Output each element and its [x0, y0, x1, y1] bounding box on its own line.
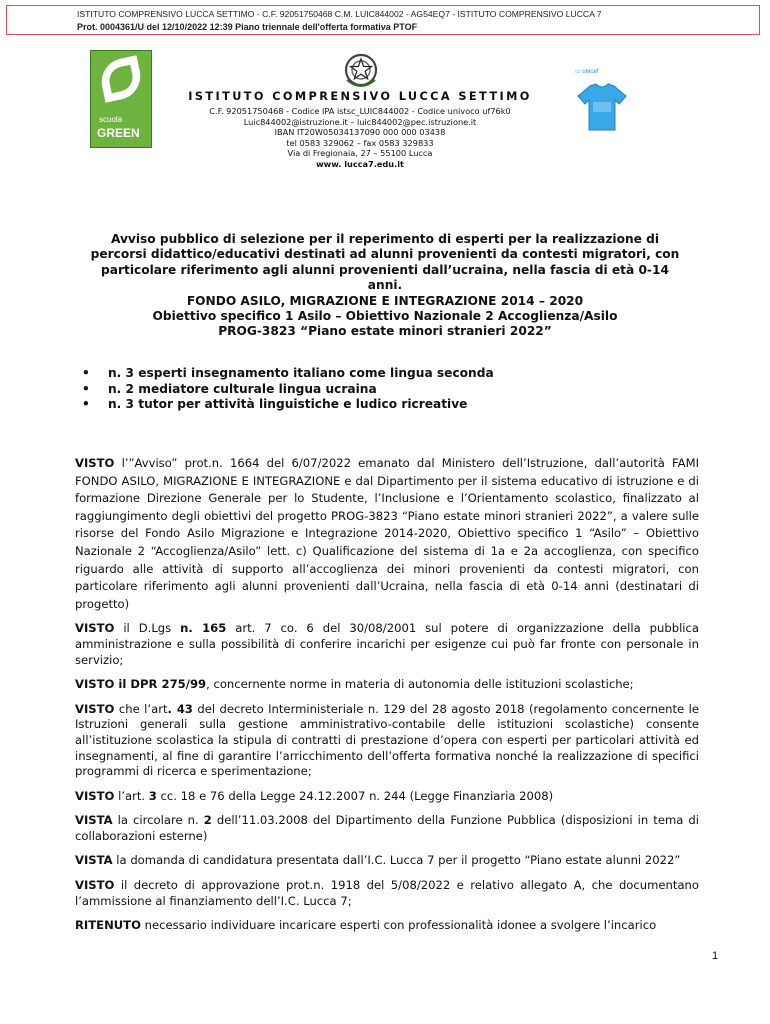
para-text: del decreto Interministeriale n. 129 del 28 agosto 2018 (regolamento concernente le Istruzioni generali sulla gestione amministrativo-contabile delle istituzioni scolastiche) consente all’istituzione scolastica la stipula di contratti di prestazione d’opera con esperti per particolari attività ed insegnamenti, al fine di garantire l’arricchimento dell’offerta formativa nonché la realizzazione di specifici programmi di ricerca e sperimentazione; — [75, 701, 699, 779]
list-item — [82, 397, 494, 413]
institute-address: Via di Fregionaia, 27 – 55100 Lucca — [287, 148, 433, 159]
title-line-7: PROG-3823 “Piano estate minori stranieri 2022” — [218, 324, 552, 339]
para-text: la domanda di candidatura presentata dall’I.C. Lucca 7 per il progetto “Piano estate alunni 2022” — [112, 853, 681, 868]
bullet-icon: • — [82, 397, 90, 412]
institute-iban: IBAN IT20W05034137090 000 000 03438 — [274, 127, 446, 138]
paragraph-visto-art3 — [75, 789, 699, 805]
title-line-4: anni. — [367, 278, 403, 293]
para-text: la circolare n. — [112, 813, 204, 828]
paragraph-visto-avviso — [75, 455, 699, 613]
stamp-line-2: Prot. 0004361/U del 12/10/2022 12:39 Piano triennale dell'offerta formativa PTOF — [77, 22, 418, 32]
paragraph-visto-decreto — [75, 878, 699, 909]
paragraph-vista-circolare — [75, 813, 699, 844]
para-text: cc. 18 e 76 della Legge 24.12.2007 n. 244 (Legge Finanziaria 2008) — [156, 788, 554, 803]
para-text: , concernente norme in materia di autonomia delle istituzioni scolastiche; — [206, 677, 634, 692]
institute-fiscal-codes: C.F. 92051750468 - Codice IPA istsc_LUIC844002 - Codice univoco uf76k0 — [209, 106, 511, 116]
unicef-logo — [575, 68, 598, 75]
title-line-6: Obiettivo specifico 1 Asilo – Obiettivo Nazionale 2 Accoglienza/Asilo — [152, 309, 618, 324]
italian-republic-emblem-icon — [342, 50, 380, 90]
para-text: l’art. — [114, 788, 149, 803]
title-line-2: percorsi didattico/educativi destinati ad alunni provenienti da contesti migratori, con — [90, 247, 680, 262]
document-title — [70, 232, 700, 340]
logo-green-big-text: GREEN — [97, 126, 140, 140]
tshirt-icon — [576, 82, 628, 132]
list-item — [82, 366, 494, 382]
list-item-text: n. 3 tutor per attività linguistiche e ludico ricreative — [108, 397, 468, 412]
paragraph-visto-art43 — [75, 702, 699, 780]
institute-name: ISTITUTO COMPRENSIVO LUCCA SETTIMO — [188, 90, 532, 103]
para-text: l’”Avviso” prot.n. 1664 del 6/07/2022 emanato dal Ministero dell’Istruzione, dall’autorità FAMI FONDO ASILO, MIGRAZIONE E INTEGRAZIONE e dal Dipartimento per il sistema educativo di istruzione e di formazione Direzione Generale per lo Studente, l’Inclusione e l’Orientamento scolastico, finalizzato al raggiungimento degli obiettivi del progetto PROG-3823 “Piano estate minori stranieri 2022”, a valere sulle risorse del Fondo Asilo Migrazione e Integrazione 2014-2020, Obiettivo specifico 1 “Asilo” – Obiettivo Nazionale 2 “Accoglienza/Asilo” lett. c) Qualificazione del sistema di 1a e 2a accoglienza, con specifico riguardo alle attività di supporto all’accoglienza dei minori provenienti da contesti migratori, con particolare riferimento agli alunni provenienti dall’Ucraina, nella fascia di età 0-14 anni (destinatari di progetto) — [75, 456, 699, 611]
stamp-line-1: ISTITUTO COMPRENSIVO LUCCA SETTIMO - C.F. 92051750468 C.M. LUIC844002 - AG54EQ7 - ISTITUTO COMPRENSIVO LUCCA 7 — [77, 9, 602, 19]
paragraph-visto-dpr — [75, 677, 699, 693]
para-bold-ref: . 43 — [167, 701, 193, 716]
para-text: il D.Lgs — [114, 621, 181, 636]
bullet-icon: • — [82, 366, 90, 380]
logo-green-small-text: scuola — [99, 115, 123, 124]
para-lead: VISTO — [75, 456, 115, 470]
para-bold-ref: 3 — [148, 788, 157, 803]
para-lead: VISTA — [75, 853, 113, 868]
protocol-stamp — [6, 5, 760, 35]
positions-list — [82, 366, 494, 413]
document-body — [75, 455, 699, 943]
para-text: art. 7 co. 6 del 30/08/2001 sul potere di organizzazione della pubblica amministrazione e sulla possibilità di conferire incarichi per esigenze cui può far fronte con personale in servizio; — [75, 621, 699, 667]
para-bold-ref: n. 165 — [180, 621, 227, 636]
institute-phone: tel 0583 329062 – fax 0583 329833 — [286, 137, 434, 148]
para-text: il decreto di approvazione prot.n. 1918 del 5/08/2022 e relativo allegato A, che documentano l’ammissione al finanziamento dell’I.C. Lucca 7; — [75, 878, 699, 908]
bullet-icon: • — [82, 381, 90, 396]
institute-website: www. lucca7.edu.it — [316, 158, 404, 169]
leaf-icon — [97, 55, 144, 102]
para-lead: VISTO il DPR 275/99 — [75, 677, 207, 692]
institute-header — [160, 90, 560, 170]
para-lead: RITENUTO — [75, 918, 141, 933]
para-text: che l’art — [114, 701, 168, 716]
para-lead: VISTA — [75, 813, 113, 828]
scuola-green-logo — [90, 50, 152, 148]
para-text: necessario individuare incaricare esperti con professionalità idonee a svolgere l’incarico — [140, 918, 657, 933]
page-number: 1 — [712, 950, 719, 962]
unicef-text: unicef — [582, 69, 599, 75]
list-item-text: n. 3 esperti insegnamento italiano come lingua seconda — [108, 366, 494, 380]
institute-emails: Luic844002@istruzione.it – luic844002@pec.istruzione.it — [243, 116, 477, 127]
title-line-5: FONDO ASILO, MIGRAZIONE E INTEGRAZIONE 2014 – 2020 — [186, 293, 584, 308]
flag-icon: ▭ — [575, 69, 583, 75]
title-line-1: Avviso pubblico di selezione per il reperimento di esperti per la realizzazione di — [110, 232, 660, 246]
para-lead: VISTO — [75, 621, 115, 636]
paragraph-visto-dlgs — [75, 621, 699, 668]
title-line-3: particolare riferimento agli alunni provenienti dall’ucraina, nella fascia di età 0-14 — [101, 262, 669, 277]
para-lead: VISTO — [75, 788, 115, 803]
para-lead: VISTO — [75, 878, 115, 893]
list-item-text: n. 2 mediatore culturale lingua ucraina — [108, 381, 377, 396]
paragraph-vista-domanda — [75, 853, 699, 869]
paragraph-ritenuto — [75, 918, 699, 934]
para-text: dell’11.03.2008 del Dipartimento della Funzione Pubblica (disposizioni in tema di collaborazioni esterne) — [75, 813, 699, 843]
list-item — [82, 382, 494, 398]
para-lead: VISTO — [75, 701, 115, 716]
para-bold-ref: 2 — [203, 813, 212, 828]
